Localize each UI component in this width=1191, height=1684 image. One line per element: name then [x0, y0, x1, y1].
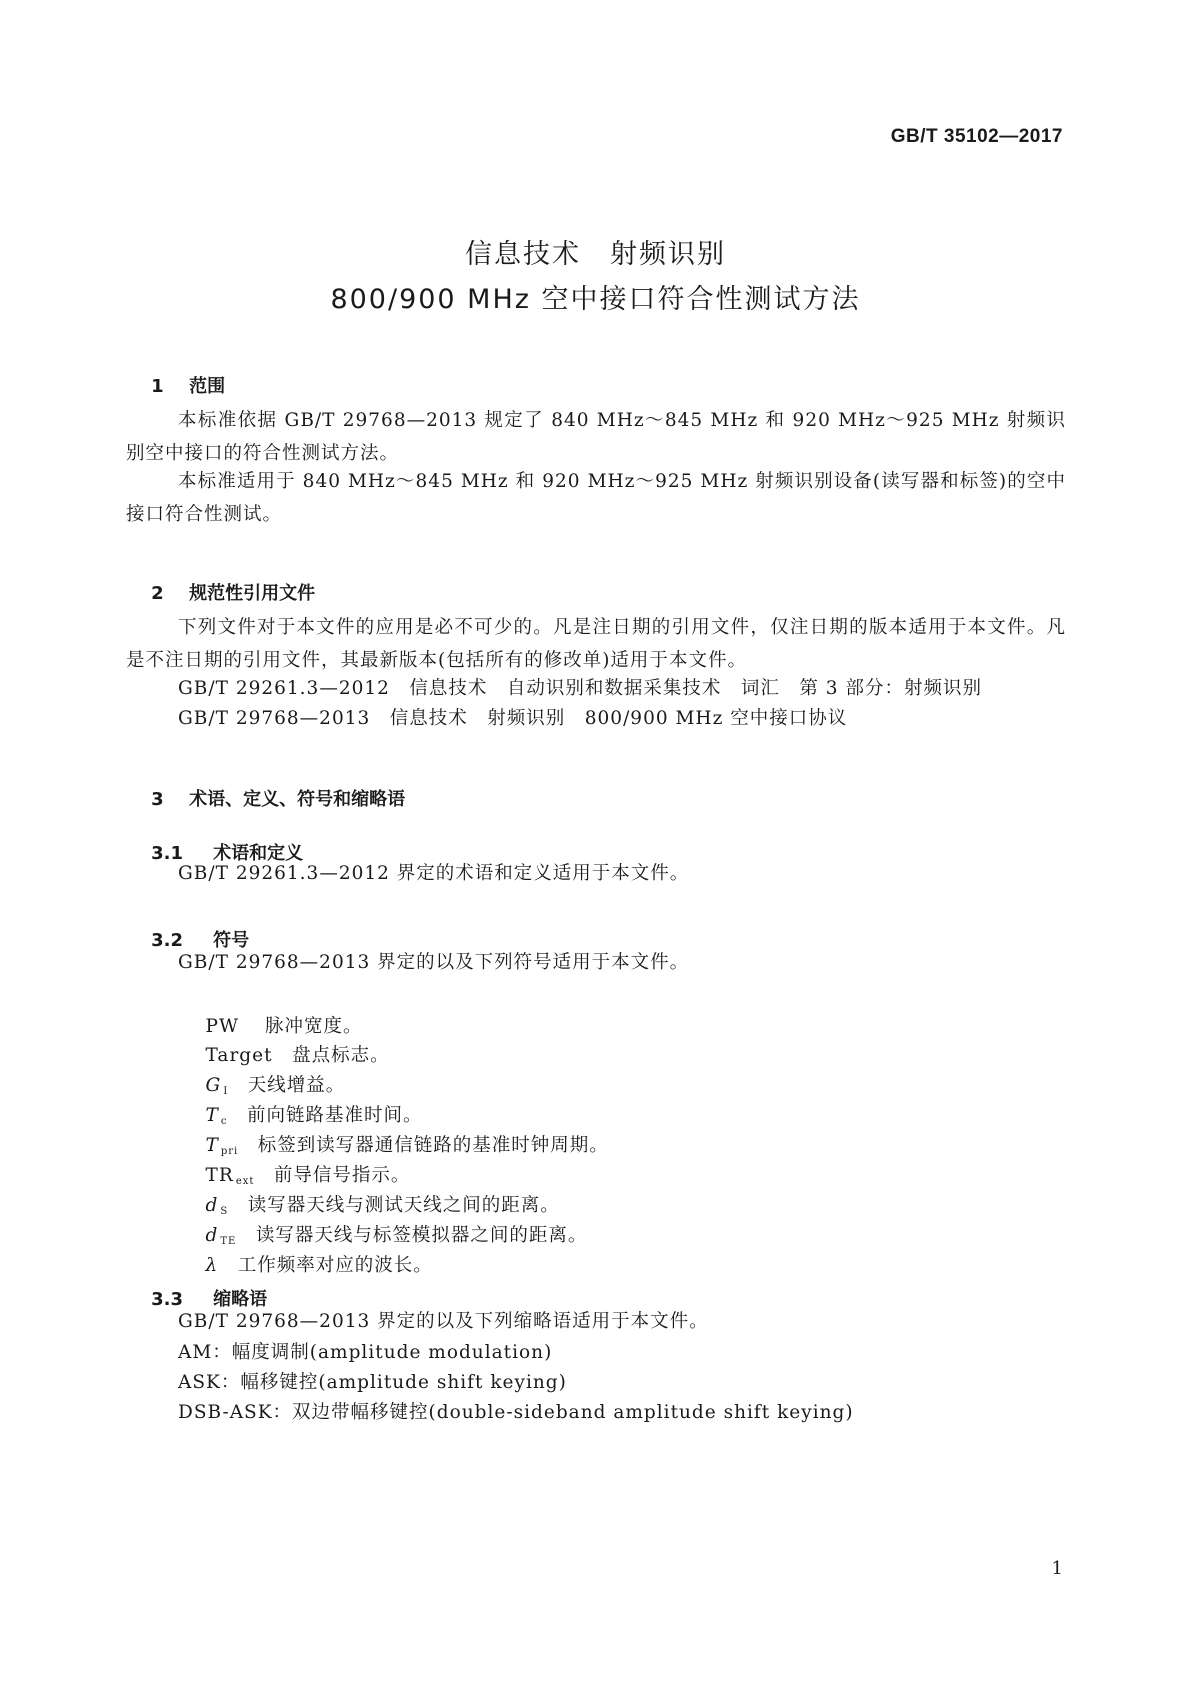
- reference-2: GB/T 29768—2013 信息技术 射频识别 800/900 MHz 空中接口协议: [178, 708, 848, 729]
- title-line-1: 信息技术 射频识别: [465, 239, 726, 270]
- symbol-description: 标签到读写器通信链路的基准时钟周期。: [257, 1135, 609, 1156]
- section-number: 1: [151, 376, 164, 397]
- symbol-description: 前导信号指示。: [273, 1165, 411, 1186]
- symbol: T: [205, 1135, 219, 1156]
- section-number: 2: [151, 583, 164, 604]
- symbol-subscript: S: [220, 1206, 229, 1217]
- section-number: 3.3: [151, 1289, 183, 1310]
- section-3-2-paragraph: GB/T 29768—2013 界定的以及下列符号适用于本文件。: [178, 952, 690, 973]
- section-2-paragraph-1: 下列文件对于本文件的应用是必不可少的。凡是注日期的引用文件，仅注日期的版本适用于本文件。凡是不注日期的引用文件，其最新版本(包括所有的修改单)适用于本文件。: [126, 617, 1066, 671]
- symbol-subscript: I: [223, 1086, 229, 1097]
- section-title: 缩略语: [213, 1289, 268, 1310]
- abbreviation-item: ASK：幅移键控(amplitude shift keying): [178, 1372, 567, 1393]
- symbol-description: 工作频率对应的波长。: [237, 1255, 433, 1276]
- symbol-description: 读写器天线与测试天线之间的距离。: [247, 1195, 560, 1216]
- symbol-subscript: ext: [235, 1176, 255, 1187]
- symbol: d: [205, 1225, 219, 1246]
- section-number: 3.1: [151, 843, 183, 864]
- standard-code: GB/T 35102—2017: [890, 126, 1063, 147]
- section-number: 3: [151, 789, 164, 810]
- symbol: d: [205, 1195, 219, 1216]
- section-number: 3.2: [151, 930, 183, 951]
- symbol: λ: [205, 1255, 219, 1276]
- section-title: 规范性引用文件: [189, 583, 316, 604]
- symbol-description: 脉冲宽度。: [265, 1016, 363, 1037]
- section-3-1-paragraph: GB/T 29261.3—2012 界定的术语和定义适用于本文件。: [178, 863, 690, 884]
- page-number: 1: [1051, 1558, 1063, 1579]
- symbol-description: 天线增益。: [247, 1075, 346, 1096]
- symbol: G: [205, 1075, 222, 1096]
- symbol-subscript: c: [220, 1116, 228, 1127]
- symbol: Target: [205, 1045, 273, 1066]
- symbol: TR: [205, 1165, 234, 1186]
- section-title: 术语、定义、符号和缩略语: [189, 789, 406, 810]
- symbol: PW: [205, 1016, 239, 1037]
- symbol-description: 前向链路基准时间。: [247, 1105, 423, 1126]
- symbol-description: 盘点标志。: [292, 1045, 390, 1066]
- section-3-3-paragraph: GB/T 29768—2013 界定的以及下列缩略语适用于本文件。: [178, 1311, 709, 1332]
- section-1-paragraph-1: 本标准依据 GB/T 29768—2013 规定了 840 MHz～845 MHz 和 920 MHz～925 MHz 射频识别空中接口的符合性测试方法。: [126, 410, 1066, 464]
- section-1-paragraph-2: 本标准适用于 840 MHz～845 MHz 和 920 MHz～925 MHz 射频识别设备(读写器和标签)的空中接口符合性测试。: [126, 471, 1066, 525]
- abbreviation-item: AM：幅度调制(amplitude modulation): [178, 1342, 553, 1363]
- abbreviation-item: DSB-ASK：双边带幅移键控(double-sideband amplitude shift keying): [178, 1402, 854, 1423]
- reference-1: GB/T 29261.3—2012 信息技术 自动识别和数据采集技术 词汇 第 3 部分：射频识别: [178, 678, 982, 699]
- symbol-description: 读写器天线与标签模拟器之间的距离。: [255, 1225, 588, 1246]
- section-title: 符号: [213, 930, 250, 951]
- symbol: T: [205, 1105, 219, 1126]
- symbol-subscript: TE: [220, 1236, 237, 1247]
- title-line-2: 800/900 MHz 空中接口符合性测试方法: [330, 284, 861, 315]
- section-title: 范围: [189, 376, 226, 397]
- symbol-subscript: pri: [220, 1146, 239, 1157]
- section-title: 术语和定义: [213, 843, 304, 864]
